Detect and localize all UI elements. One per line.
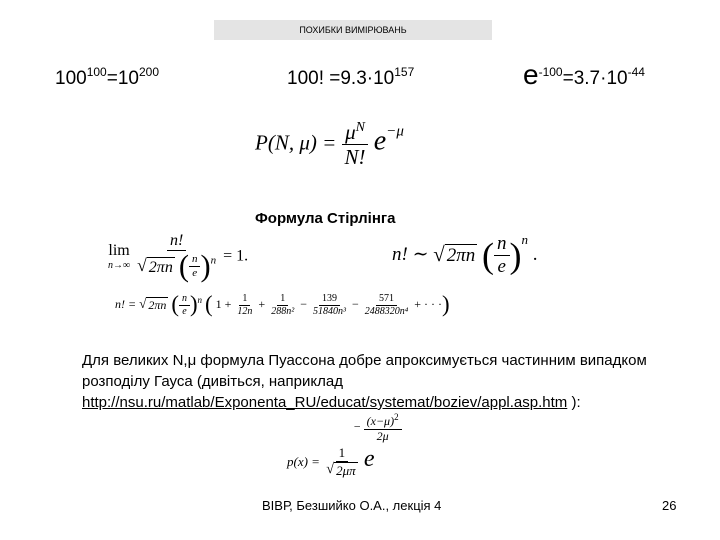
gauss-exp-num: (x−μ)	[366, 414, 395, 428]
f2-lhs: 100! =9.3·10	[287, 68, 395, 89]
gauss-exponent	[354, 412, 402, 444]
series-term-fraction	[310, 293, 349, 317]
gauss-exp-den: 2μ	[376, 428, 389, 443]
poisson-den: N!	[344, 145, 366, 170]
body-after-link: ):	[567, 394, 581, 411]
page-number: 26	[662, 498, 677, 513]
limit-inner-den: e	[192, 267, 198, 280]
gauss-fraction: 1 √ 2μπ	[326, 445, 356, 478]
f1-rhs-exp: 200	[138, 65, 159, 79]
approx-exp: n	[521, 232, 529, 247]
limit-rhs: = 1.	[223, 247, 249, 265]
f3-rhs-exp: -44	[627, 65, 645, 79]
series-exp: n	[197, 294, 203, 305]
series-tail: + · · ·	[414, 296, 443, 311]
series-term-num: 1	[239, 293, 250, 306]
poisson-num-exp: N	[355, 120, 365, 135]
formula-factorial	[287, 65, 415, 90]
stirling-approx-formula: n! ∼ √ 2πn ( $\frac{n}{e}$ )$^n$ .	[392, 232, 538, 278]
series-term-sign: 1 +	[215, 296, 232, 311]
series-term-sign: −	[300, 296, 307, 311]
series-term-fraction	[268, 293, 297, 317]
limit-exp: n	[210, 254, 217, 267]
poisson-e-exp: −μ	[386, 123, 404, 140]
series-sqrt: 2πn	[148, 298, 167, 313]
formula-power	[55, 65, 159, 90]
poisson-e: e	[373, 125, 387, 157]
f3-rhs: =3.7·10	[562, 68, 628, 89]
gauss-lhs: p(x) =	[287, 454, 320, 470]
approx-inner-den: e	[497, 256, 506, 278]
limit-den-sqrt: 2πn	[148, 258, 173, 276]
reference-link[interactable]: http://nsu.ru/matlab/Exponenta_RU/educat/systemat/boziev/appl.asp.htm	[82, 394, 568, 411]
slide-header	[214, 20, 492, 40]
series-term-num: 571	[376, 293, 397, 306]
poisson-num: μ	[345, 120, 356, 144]
gauss-e: e	[363, 446, 375, 472]
series-term-sign: +	[258, 296, 266, 311]
series-term-den: 2488320n⁴	[364, 305, 409, 317]
gauss-exp-num-pow: 2	[394, 412, 399, 422]
f3-base: e	[523, 59, 539, 90]
limit-num: n!	[167, 232, 186, 251]
series-term-fraction	[362, 293, 411, 317]
series-term-den: 51840n³	[312, 305, 346, 317]
series-term-den: 288n²	[271, 305, 295, 317]
series-lhs: n! =	[115, 296, 140, 311]
poisson-formula	[255, 120, 404, 169]
stirling-title: Формула Стірлінга	[255, 210, 396, 227]
approx-tail: .	[532, 244, 538, 265]
approx-inner-num: n	[494, 233, 510, 256]
series-term-num: 1	[277, 293, 288, 306]
poisson-fraction	[342, 120, 369, 169]
f1-base: 100	[55, 68, 87, 89]
f1-rhs: =10	[106, 68, 139, 89]
approx-lhs: n! ∼	[392, 244, 429, 265]
series-term-num: 139	[319, 293, 340, 306]
header-title: ПОХИБКИ ВИМІРЮВАНЬ	[299, 25, 407, 35]
series-term-den: 12n	[237, 305, 253, 317]
f3-exp: -100	[538, 65, 563, 79]
limit-inner-num: n	[189, 253, 201, 267]
series-term-fraction	[234, 293, 255, 317]
stirling-series-formula: n! = √ 2πn ( $\frac{n}{e}$ )$^n$ ( 1 + $\frac{1}{12n}$ + $\frac{1}{\text{288n²}}$ − $\frac{139}{\text{51840n³}}$ − $\frac{571}{\text{2488320n⁴}}$ + · · ·)	[115, 291, 450, 317]
f2-exp: 157	[394, 65, 415, 79]
stirling-limit-formula	[108, 232, 248, 282]
gauss-num: 1	[336, 446, 349, 462]
limit-fraction: n! √ 2πn ( $\frac{n}{e}$ )$^n$	[137, 232, 217, 284]
limit-sub: n→∞	[108, 260, 131, 272]
limit-lim: lim	[108, 242, 130, 260]
approx-sqrt: 2πn	[446, 244, 476, 266]
gauss-den-sqrt: 2μπ	[336, 462, 356, 478]
poisson-lhs: P(N, μ) =	[255, 130, 337, 155]
formula-exponent	[523, 59, 645, 90]
body-paragraph	[82, 350, 702, 413]
series-inner-num: n	[179, 293, 190, 306]
body-text: Для великих N,μ формула Пуассона добре апроксимується частинним випадком розподілу Гауса (дивіться, наприклад	[82, 352, 647, 390]
series-term-sign: −	[351, 296, 359, 311]
footer-author: ВІВР, Безшийко О.А., лекція 4	[262, 498, 442, 513]
series-inner-den: e	[182, 305, 187, 317]
gauss-exp-sign: −	[353, 419, 361, 434]
f1-exp: 100	[86, 65, 107, 79]
